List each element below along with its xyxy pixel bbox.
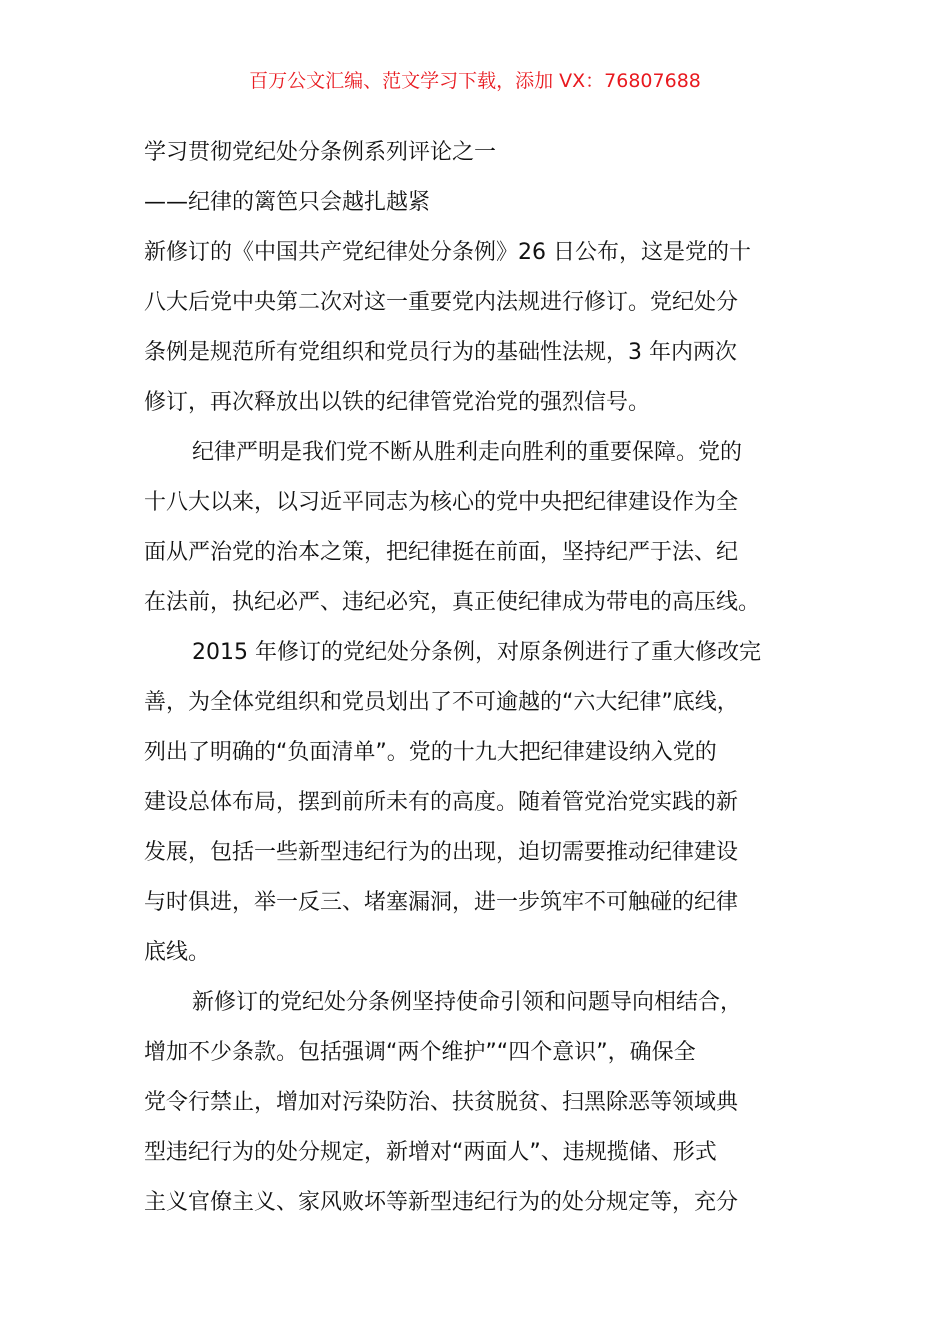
paragraph-3 (144, 633, 824, 983)
text-line: 八大后党中央第二次对这一重要党内法规进行修订。党纪处分 (144, 290, 739, 315)
header-banner: 百万公文汇编、范文学习下载，添加 VX：76807688 (249, 70, 701, 92)
text-line: 列出了明确的“负面清单”。党的十九大把纪律建设纳入党的 (144, 740, 717, 765)
text-line: 十八大以来，以习近平同志为核心的党中央把纪律建设作为全 (144, 490, 739, 515)
document-subtitle: ——纪律的篱笆只会越扎越紧 (144, 190, 431, 215)
text-line: 与时俱进，举一反三、堵塞漏洞，进一步筑牢不可触碰的纪律 (144, 890, 739, 915)
document-body (144, 133, 824, 1233)
text-line: 型违纪行为的处分规定，新增对“两面人”、违规揽储、形式 (144, 1140, 717, 1165)
text-line: 新修订的《中国共产党纪律处分条例》26 日公布，这是党的十 (144, 240, 751, 265)
text-line: 增加不少条款。包括强调“两个维护”“四个意识”，确保全 (144, 1040, 696, 1065)
paragraph-4 (144, 983, 824, 1233)
text-line: 善，为全体党组织和党员划出了不可逾越的“六大纪律”底线， (144, 690, 739, 715)
text-line: 条例是规范所有党组织和党员行为的基础性法规，3 年内两次 (144, 340, 737, 365)
text-line: 底线。 (144, 940, 211, 965)
paragraph-2 (144, 433, 824, 633)
text-line: 党令行禁止，增加对污染防治、扶贫脱贫、扫黑除恶等领域典 (144, 1090, 739, 1115)
text-line: 修订，再次释放出以铁的纪律管党治党的强烈信号。 (144, 390, 651, 415)
text-line: 发展，包括一些新型违纪行为的出现，迫切需要推动纪律建设 (144, 840, 739, 865)
document-title: 学习贯彻党纪处分条例系列评论之一 (144, 140, 497, 165)
text-line: 纪律严明是我们党不断从胜利走向胜利的重要保障。党的 (192, 440, 743, 465)
text-line: 2015 年修订的党纪处分条例，对原条例进行了重大修改完 (192, 640, 761, 665)
text-line: 新修订的党纪处分条例坚持使命引领和问题导向相结合， (192, 990, 743, 1015)
text-line: 主义官僚主义、家风败坏等新型违纪行为的处分规定等，充分 (144, 1190, 739, 1215)
text-line: 面从严治党的治本之策，把纪律挺在前面，坚持纪严于法、纪 (144, 540, 739, 565)
text-line: 建设总体布局，摆到前所未有的高度。随着管党治党实践的新 (144, 790, 739, 815)
text-line: 在法前，执纪必严、违纪必究，真正使纪律成为带电的高压线。 (144, 590, 761, 615)
paragraph-1 (144, 233, 824, 433)
